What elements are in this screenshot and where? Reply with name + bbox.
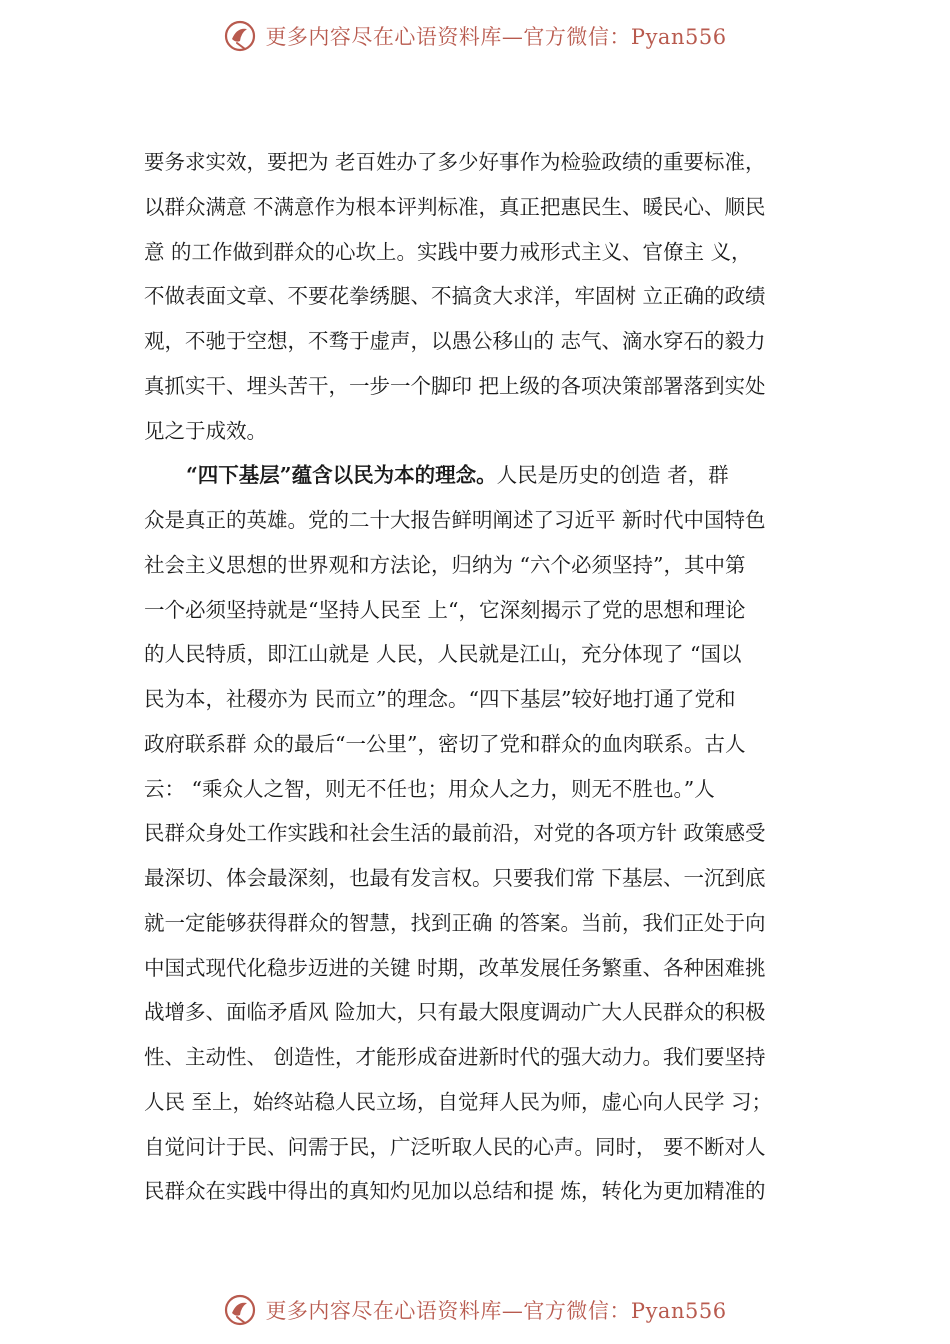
paragraph-2: [144, 453, 834, 1214]
text-line: 众是真正的英雄。党的二十大报告鲜明阐述了习近平 新时代中国特色: [144, 508, 766, 532]
logo-icon: [223, 1293, 257, 1327]
text-line: 观，不驰于空想，不骛于虚声，以愚公移山的 志气、滴水穿石的毅力: [144, 329, 766, 353]
text-line: 民为本，社稷亦为 民而立”的理念。“四下基层”较好地打通了党和: [144, 687, 736, 711]
text-line: 意 的工作做到群众的心坎上。实践中要力戒形式主义、官僚主 义，: [144, 239, 752, 264]
document-body: [144, 140, 834, 1214]
text-line: 政府联系群 众的最后“一公里”，密切了党和群众的血肉联系。古人: [144, 731, 746, 756]
text-line: 中国式现代化稳步迈进的关键 时期，改革发展任务繁重、各种困难挑: [144, 955, 766, 980]
text-line: 最深切、体会最深刻，也最有发言权。只要我们常 下基层、一沉到底: [144, 866, 766, 890]
text-line: 民群众在实践中得出的真知灼见加以总结和提 炼，转化为更加精准的: [144, 1179, 766, 1204]
text-line: 民群众身处工作实践和社会生活的最前沿，对党的各项方针 政策感受: [144, 821, 766, 846]
text-line: 云： “乘众人之智，则无不任也；用众人之力，则无不胜也。”人: [144, 776, 715, 801]
paragraph-first-line: [144, 453, 834, 498]
footer-watermark: [0, 1288, 950, 1332]
paragraph-1: [144, 140, 834, 453]
text-line: 人民 至上，始终站稳人民立场，自觉拜人民为师，虚心向人民学 习；: [144, 1089, 773, 1114]
watermark-text: 更多内容尽在心语资料库—官方微信：Pyan556: [265, 25, 727, 49]
watermark-text: 更多内容尽在心语资料库—官方微信：Pyan556: [265, 1299, 727, 1323]
text-line: 真抓实干、埋头苦干，一步一个脚印 把上级的各项决策部署落到实处: [144, 373, 766, 398]
text-line: 就一定能够获得群众的智慧，找到正确 的答案。当前，我们正处于向: [144, 910, 766, 935]
text-line: 见之于成效。: [144, 418, 267, 443]
logo-icon: [223, 19, 257, 53]
text-line: 社会主义思想的世界观和方法论，归纳为 “六个必须坚持”，其中第: [144, 552, 746, 577]
text-line: 不做表面文章、不要花拳绣腿、不搞贪大求洋，牢固树 立正确的政绩: [144, 284, 766, 309]
section-heading: “四下基层”蕴含以民为本的理念。: [186, 463, 497, 488]
text-span: 人民是历史的创造 者，群: [496, 463, 729, 488]
text-line: 要务求实效，要把为 老百姓办了多少好事作为检验政绩的重要标准，: [144, 150, 766, 174]
text-line: 一个必须坚持就是“坚持人民至 上“，它深刻揭示了党的思想和理论: [144, 597, 746, 622]
text-line: 自觉问计于民、问需于民，广泛听取人民的心声。同时， 要不断对人: [144, 1134, 766, 1159]
text-line: 的人民特质，即江山就是 人民，人民就是江山，充分体现了 “国以: [144, 642, 742, 667]
header-watermark: [0, 14, 950, 58]
text-line: 以群众满意 不满意作为根本评判标准，真正把惠民生、暖民心、顺民: [144, 194, 766, 219]
text-line: 性、主动性、 创造性，才能形成奋进新时代的强大动力。我们要坚持: [144, 1045, 766, 1069]
text-line: 战增多、面临矛盾风 险加大，只有最大限度调动广大人民群众的积极: [144, 1000, 766, 1025]
